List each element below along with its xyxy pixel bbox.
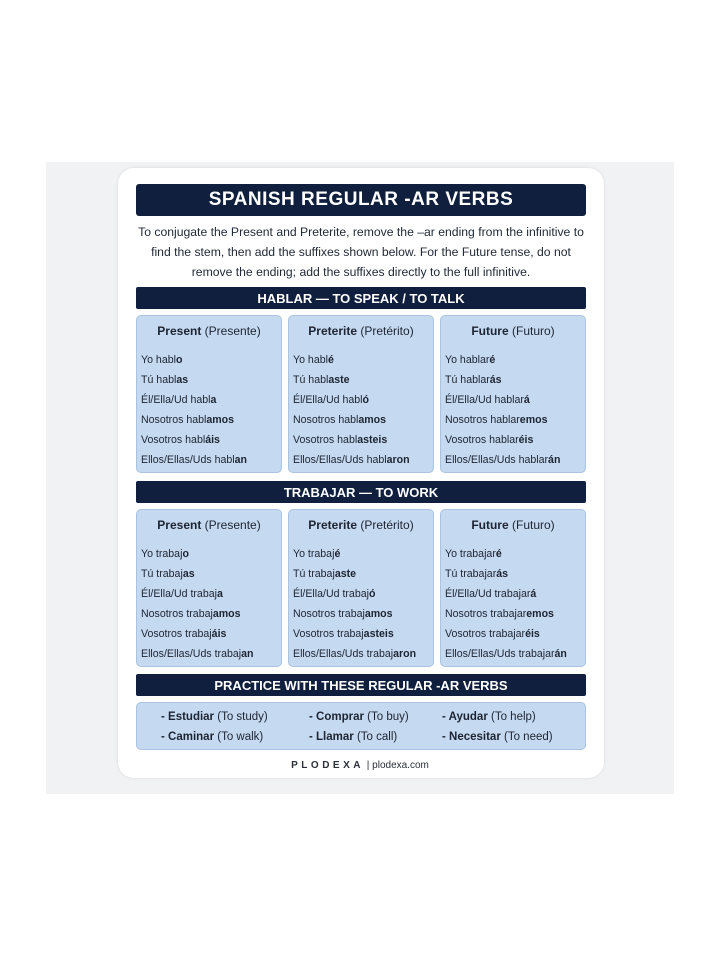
conjugation-row: Vosotros trabajaréis [445,628,540,640]
conjugation-row: Yo hablé [293,354,334,366]
brand-url: plodexa.com [372,760,429,771]
conjugation-row: Ellos/Ellas/Uds hablaron [293,454,410,466]
conjugation-row: Él/Ella/Ud trabajará [445,588,537,600]
conjugation-row: Tú trabajarás [445,568,509,580]
conjugation-row: Tú trabajas [141,568,195,580]
conjugation-row: Ellos/Ellas/Uds trabajarán [445,648,567,660]
column-header: Preterite (Pretérito) [308,324,414,338]
conjugation-row: Vosotros habláis [141,434,220,446]
conjugation-row: Nosotros hablaremos [445,414,548,426]
conjugation-row: Nosotros trabajamos [293,608,393,620]
conjugation-row: Yo trabajaré [445,548,502,560]
section-header-trabajar: TRABAJAR — TO WORK [136,481,586,503]
conjugation-row: Tú hablaste [293,374,350,386]
practice-item: - Estudiar (To study) [161,711,268,723]
conjugation-row: Nosotros hablamos [141,414,235,426]
conjugation-row: Nosotros trabajamos [141,608,241,620]
conjugation-row: Él/Ella/Ud habla [141,394,217,406]
conjugation-row: Ellos/Ellas/Uds hablarán [445,454,561,466]
conjugation-row: Tú hablarás [445,374,502,386]
conjugation-row: Vosotros hablaréis [445,434,534,446]
hablar-preterite-column [288,315,434,473]
conjugation-row: Él/Ella/Ud habló [293,394,369,406]
conjugation-row: Yo trabajo [141,548,189,560]
brand-footer [0,760,720,771]
column-header: Future (Futuro) [471,324,555,338]
practice-item: - Ayudar (To help) [442,711,536,723]
conjugation-row: Él/Ella/Ud trabajó [293,588,376,600]
conjugation-row: Nosotros trabajaremos [445,608,554,620]
conjugation-row: Él/Ella/Ud hablará [445,394,530,406]
section-header-practice: PRACTICE WITH THESE REGULAR -AR VERBS [136,674,586,696]
conjugation-row: Yo trabajé [293,548,341,560]
brand-logo: PLODEXA [291,760,364,771]
hablar-future-column [440,315,586,473]
column-header: Present (Presente) [157,324,261,338]
conjugation-row: Él/Ella/Ud trabaja [141,588,223,600]
intro-text: To conjugate the Present and Preterite, remove the –ar ending from the infinitive to find the stem, then add the suffixes shown below. For the Future tense, do not remove the ending; add the suffixes directly to the full infinitive. [138,225,584,279]
conjugation-row: Tú trabajaste [293,568,357,580]
conjugation-row: Ellos/Ellas/Uds trabajaron [293,648,417,660]
page-title: SPANISH REGULAR -AR VERBS [136,184,586,216]
trabajar-preterite-column [288,509,434,667]
conjugation-row: Vosotros hablasteis [293,434,388,446]
trabajar-future-column [440,509,586,667]
trabajar-present-column [136,509,282,667]
section-header-hablar: HABLAR — TO SPEAK / TO TALK [136,287,586,309]
practice-item: - Llamar (To call) [309,731,398,743]
column-header: Present (Presente) [157,518,261,532]
practice-item: - Comprar (To buy) [309,711,409,723]
conjugation-row: Vosotros trabajasteis [293,628,394,640]
conjugation-row: Vosotros trabajáis [141,628,227,640]
brand-separator: | [366,760,370,771]
conjugation-row: Nosotros hablamos [293,414,387,426]
column-header: Preterite (Pretérito) [308,518,414,532]
practice-list [136,702,586,750]
conjugation-row: Yo hablaré [445,354,496,366]
practice-item: - Caminar (To walk) [161,731,264,743]
hablar-present-column [136,315,282,473]
conjugation-row: Tú hablas [141,374,189,386]
column-header: Future (Futuro) [471,518,555,532]
practice-item: - Necesitar (To need) [442,731,553,743]
conjugation-row: Ellos/Ellas/Uds trabajan [141,648,254,660]
conjugation-row: Yo hablo [141,354,183,366]
conjugation-row: Ellos/Ellas/Uds hablan [141,454,247,466]
